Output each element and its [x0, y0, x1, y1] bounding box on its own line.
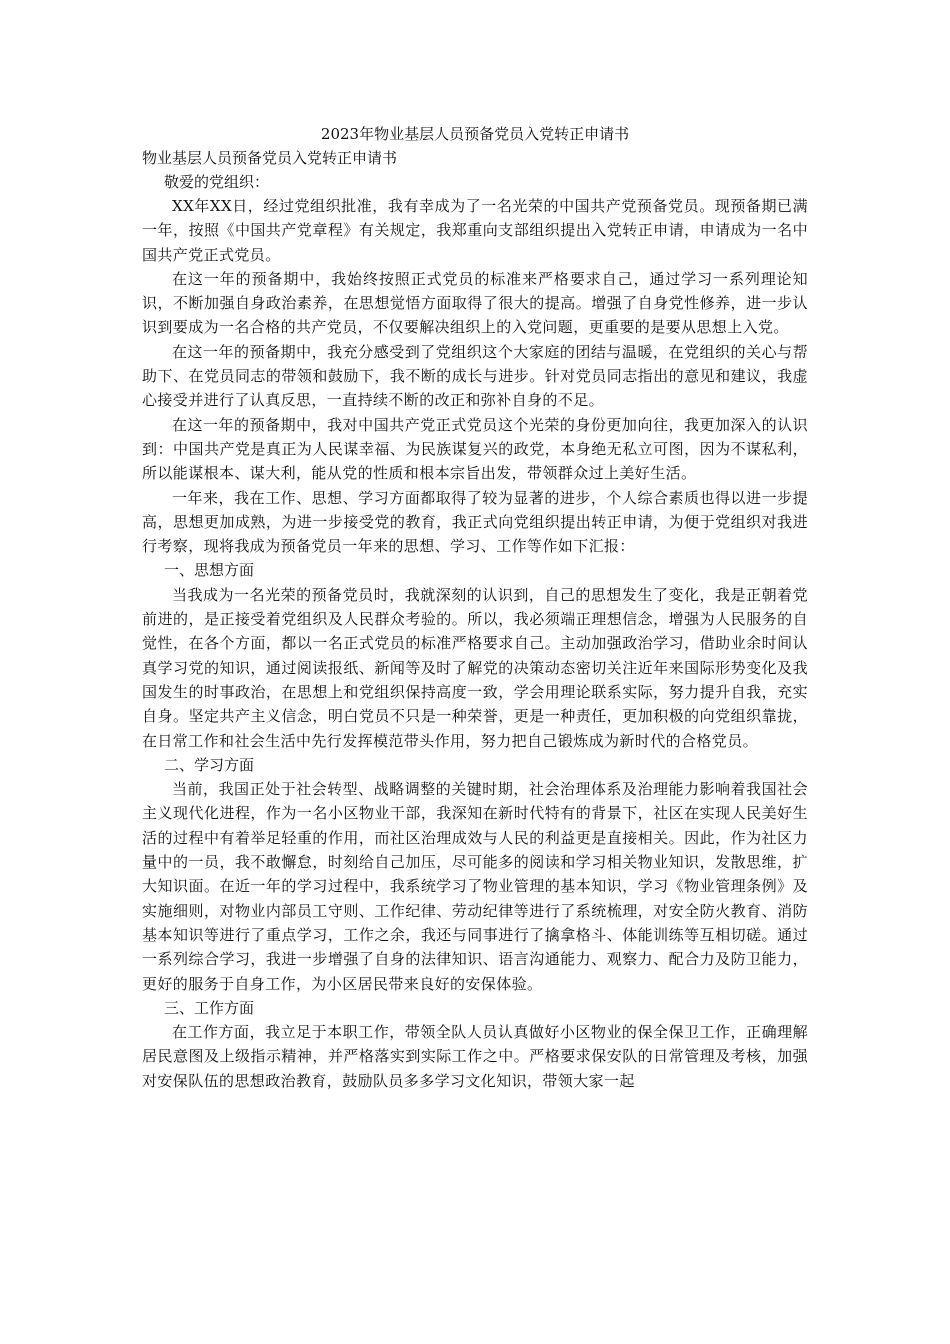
document-subtitle: 物业基层人员预备党员入党转正申请书: [142, 149, 398, 167]
paragraph-intro: XX年XX日，经过党组织批准，我有幸成为了一名光荣的中国共产党预备党员。现预备期已满一年，按照《中国共产党章程》有关规定，我郑重向支部组织提出入党转正申请，申请成为一名中国共产党正式党员。: [142, 197, 808, 264]
paragraph-study: 在这一年的预备期中，我始终按照正式党员的标准来严格要求自己，通过学习一系列理论知识，不断加强自身政治素养，在思想觉悟方面取得了很大的提高。增强了自身党性修养，进一步认识到要成为一名合格的共产党员，不仅要解决组织上的入党问题，更重要的是要从思想上入党。: [142, 269, 808, 337]
section-text-learning: 当前，我国正处于社会转型、战略调整的关键时期，社会治理体系及治理能力影响着我国社会主义现代化进程，作为一名小区物业干部，我深知在新时代特有的背景下，社区在实现人民美好生活的过程中有着举足轻重的作用，而社区治理成效与人民的利益更是直接相关。因此，作为社区力量中的一员，我不敢懈怠，时刻给自己加压，尽可能多的阅读和学习相关物业知识，发散思维，扩大知识面。在近一年的学习过程中，我系统学习了物业管理的基本知识，学习《物业管理条例》及实施细则，对物业内部员工守则、工作纪律、劳动纪律等进行了系统梳理，对安全防火教育、消防基本知识等进行了重点学习，工作之余，我还与同事进行了擒拿格斗、体能训练等互相切磋。通过一系列综合学习，我进一步增强了自身的法律知识、语言沟通能力、观察力、配合力及防卫能力，更好的服务于自身工作，为小区居民带来良好的安保体验。: [142, 780, 808, 993]
section-heading-learning: 二、学习方面: [164, 755, 255, 774]
section-text-work: 在工作方面，我立足于本职工作，带领全队人员认真做好小区物业的保全保卫工作，正确理解居民意图及上级指示精神，并严格落实到实际工作之中。严格要求保安队的日常管理及考核，加强对安保队伍的思想政治教育，鼓励队员多多学习文化知识，带领大家一起: [142, 1023, 808, 1090]
section-text-thought: 当我成为一名光荣的预备党员时，我就深刻的认识到，自己的思想发生了变化，我是正朝着党前进的，是正接受着党组织及人民群众考验的。所以，我必须端正理想信念，增强为人民服务的自觉性，在各个方面，都以一名正式党员的标准严格要求自己。主动加强政治学习，借助业余时间认真学习党的知识，通过阅读报纸、新闻等及时了解党的决策动态密切关注近年来国际形势变化及我国发生的时事政治，在思想上和党组织保持高度一致，学会用理论联系实际，努力提升自我，充实自身。坚定共产主义信念，明白党员不只是一种荣誉，更是一种责任，更加积极的向党组织靠拢，在日常工作和社会生活中先行发挥模范带头作用，努力把自己锻炼成为新时代的合格党员。: [142, 585, 808, 750]
paragraph-summary: 一年来，我在工作、思想、学习方面都取得了较为显著的进步，个人综合素质也得以进一步提高，思想更加成熟，为进一步接受党的教育，我正式向党组织提出转正申请，为便于党组织对我进行考察，现将我成为预备党员一年来的思想、学习、工作等作如下汇报：: [142, 488, 808, 556]
document-title: 2023年物业基层人员预备党员入党转正申请书: [320, 125, 630, 143]
paragraph-warmth: 在这一年的预备期中，我充分感受到了党组织这个大家庭的团结与温暖，在党组织的关心与帮助下、在党员同志的带领和鼓励下，我不断的成长与进步。针对党员同志指出的意见和建议，我虚心接受并进行了认真反思，一直持续不断的改正和弥补自身的不足。: [142, 342, 808, 410]
section-heading-work: 三、工作方面: [164, 998, 255, 1017]
salutation: 敬爱的党组织：: [164, 173, 270, 191]
section-heading-thought: 一、思想方面: [164, 561, 255, 580]
document-page: [142, 122, 808, 1093]
paragraph-identity: 在这一年的预备期中，我对中国共产党正式党员这个光荣的身份更加向往，我更加深入的认识到：中国共产党是真正为人民谋幸福、为民族谋复兴的政党，本身绝无私立可图，因为不谋私利，所以能谋根本、谋大利，能从党的性质和根本宗旨出发，带领群众过上美好生活。: [142, 415, 808, 483]
